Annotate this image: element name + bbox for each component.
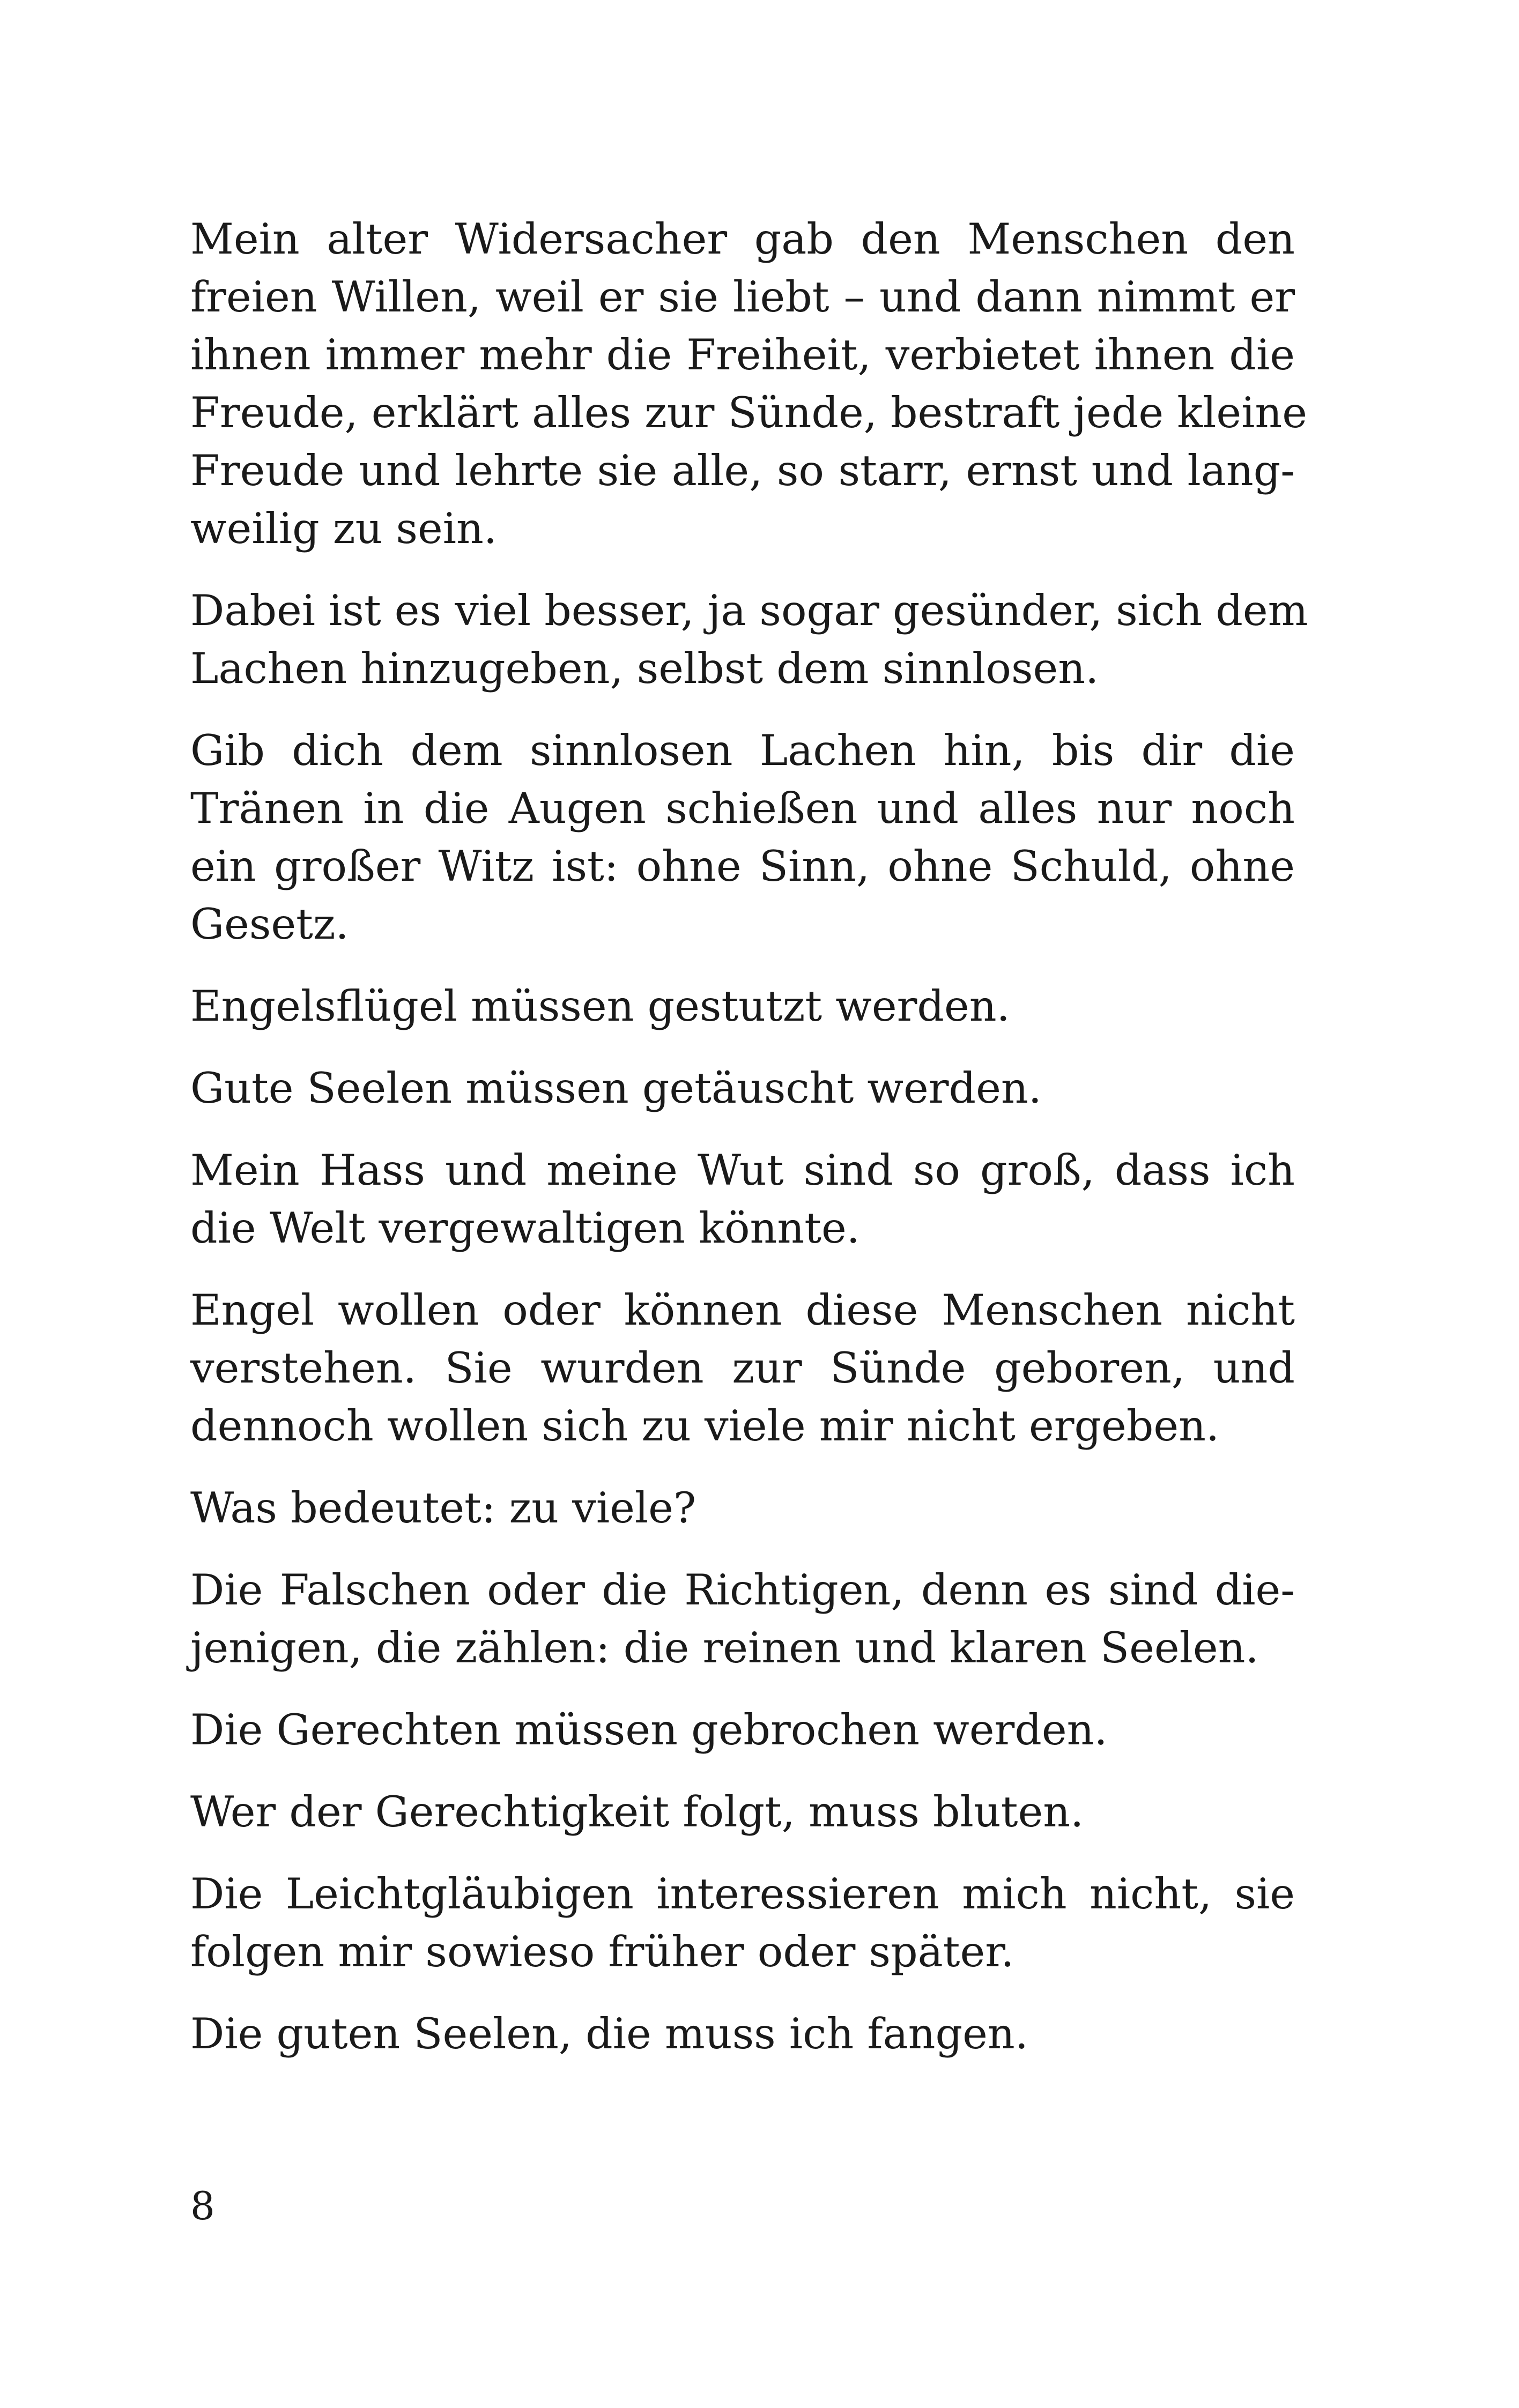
paragraph-2 [190, 582, 1308, 697]
text-line: Mein alter Widersacher gab den Menschen den [190, 214, 1295, 264]
paragraph-9 [190, 1561, 1295, 1677]
text-line: Lachen hinzugeben, selbst dem sinnlosen. [190, 644, 1099, 693]
paragraph-7 [190, 1281, 1295, 1455]
text-line: folgen mir sowieso früher oder später. [190, 1927, 1014, 1976]
text-line: Engel wollen oder können diese Menschen nicht [190, 1285, 1295, 1335]
text-line: Dabei ist es viel besser, ja sogar gesünder, sich dem [190, 586, 1308, 635]
text-line: Die guten Seelen, die muss ich fangen. [190, 2009, 1028, 2058]
text-line: Freude, erklärt alles zur Sünde, bestraft jede kleine [190, 388, 1308, 437]
paragraph-5 [190, 1059, 1295, 1117]
text-line: verstehen. Sie wurden zur Sünde geboren, und [190, 1343, 1295, 1393]
body-text [190, 210, 1308, 2087]
text-line: Was bedeutet: zu viele? [190, 1483, 696, 1533]
paragraph-12 [190, 1865, 1295, 1981]
paragraph-11 [190, 1783, 1295, 1841]
paragraph-3 [190, 722, 1295, 953]
text-line: jenigen, die zählen: die reinen und klaren Seelen. [190, 1623, 1259, 1673]
text-line: Die Gerechten müssen gebrochen werden. [190, 1705, 1108, 1755]
paragraph-8 [190, 1479, 1295, 1537]
text-line: ein großer Witz ist: ohne Sinn, ohne Schuld, ohne [190, 842, 1295, 891]
page-number: 8 [190, 2183, 215, 2228]
paragraph-6 [190, 1141, 1295, 1257]
text-line: Freude und lehrte sie alle, so starr, ernst und lang- [190, 446, 1295, 495]
text-line: freien Willen, weil er sie liebt – und dann nimmt er [190, 272, 1295, 322]
paragraph-4 [190, 977, 1295, 1035]
text-line: Engelsflügel müssen gestutzt werden. [190, 982, 1010, 1031]
text-line: Die Falschen oder die Richtigen, denn es sind die- [190, 1565, 1295, 1615]
paragraph-1 [190, 210, 1308, 558]
text-line: dennoch wollen sich zu viele mir nicht ergeben. [190, 1401, 1220, 1451]
text-line: Gib dich dem sinnlosen Lachen hin, bis dir die [190, 726, 1295, 775]
text-line: Wer der Gerechtigkeit folgt, muss bluten. [190, 1787, 1084, 1837]
text-line: Mein Hass und meine Wut sind so groß, dass ich [190, 1146, 1295, 1195]
text-line: weilig zu sein. [190, 504, 498, 553]
text-line: Gesetz. [190, 900, 349, 949]
text-line: Die Leichtgläubigen interessieren mich nicht, sie [190, 1869, 1295, 1919]
text-line: die Welt vergewaltigen könnte. [190, 1203, 860, 1253]
paragraph-10 [190, 1701, 1295, 1759]
text-line: Gute Seelen müssen getäuscht werden. [190, 1064, 1042, 1113]
text-line: Tränen in die Augen schießen und alles nur noch [190, 784, 1295, 833]
text-line: ihnen immer mehr die Freiheit, verbietet ihnen die [190, 330, 1295, 380]
paragraph-13 [190, 2005, 1295, 2063]
